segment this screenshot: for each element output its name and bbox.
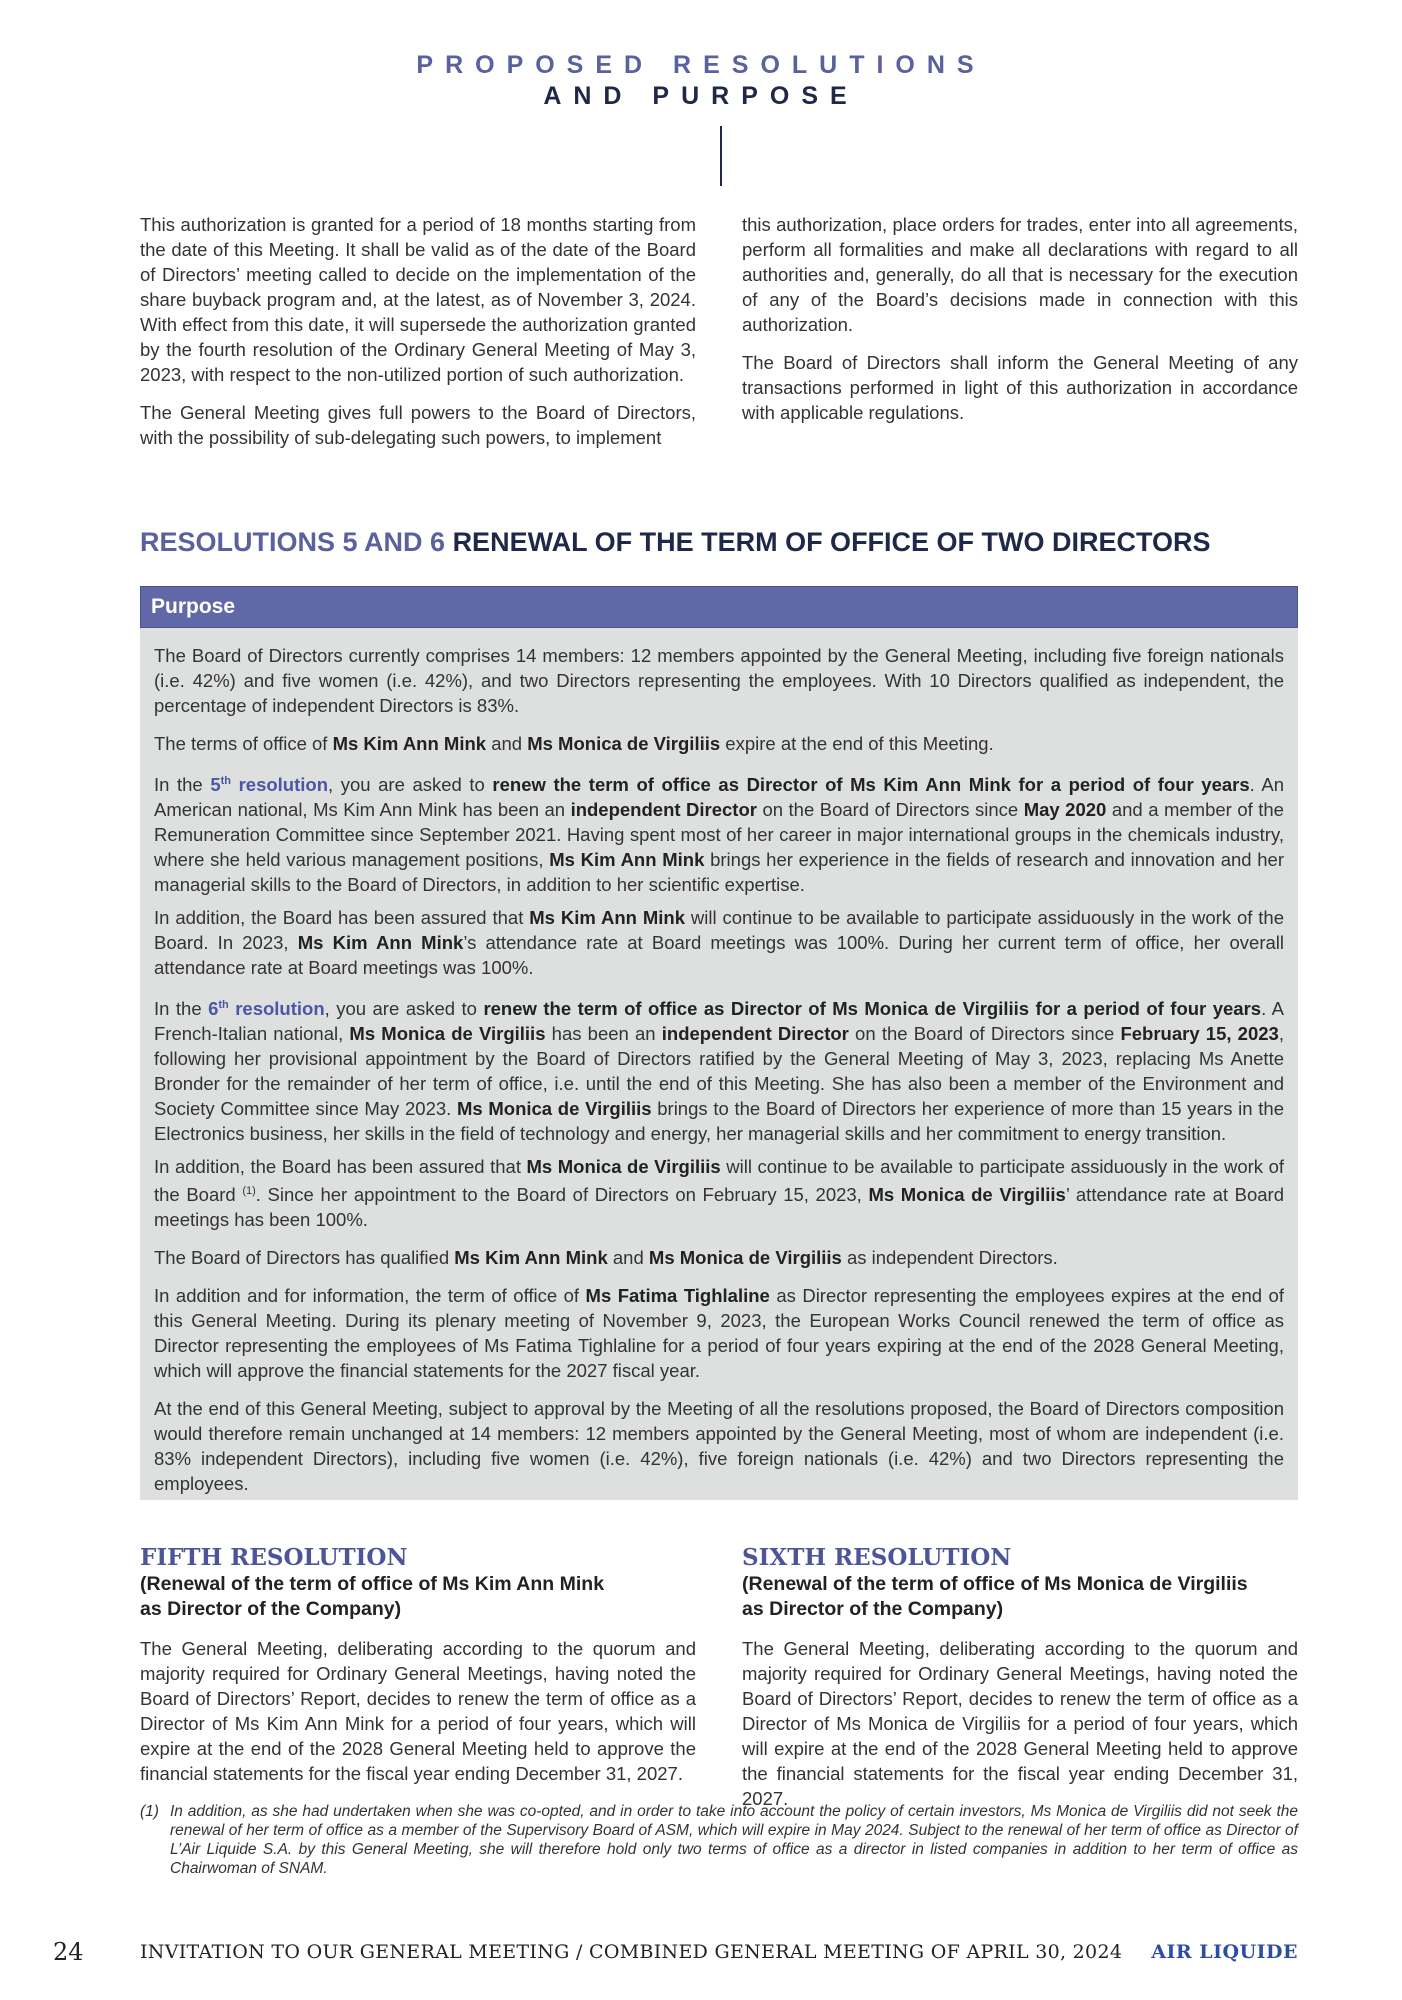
purpose-paragraph-6: In addition, the Board has been assured that Ms Monica de Virgiliis will continue to be available to participate assiduously in the work of the Board $^{(1)}$. Since her appointment to the Board of Directors on February 15, 2023, Ms Monica de Virgiliis’ attendance rate at Board meetings has been 100%. bbox=[154, 1156, 1284, 1231]
fifth-resolution-link[interactable]: 5th resolution bbox=[210, 774, 328, 796]
footnote-number: (1) bbox=[140, 1803, 159, 1820]
purpose-box bbox=[140, 628, 1298, 1500]
intro-right-column bbox=[742, 212, 1298, 438]
footer-text: INVITATION TO OUR GENERAL MEETING / COMBINED GENERAL MEETING OF APRIL 30, 2024 bbox=[140, 1941, 1123, 1963]
footnote-text: In addition, as she had undertaken when she was co-opted, and in order to take into account the policy of certain investors, Ms Monica de Virgiliis did not seek the renewal of her term of office as a member of the Supervisory Board of ASM, which will expire in May 2024. Subject to the renewal of her term of office as Director of L’Air Liquide S.A. by this General Meeting, she will therefore hold only two terms of office as a director in listed companies in addition to her term of office as Chairwoman of SNAM. bbox=[170, 1803, 1298, 1877]
fifth-resolution-subtitle-1: (Renewal of the term of office of Ms Kim Ann Mink bbox=[140, 1573, 605, 1595]
header-line-1: PROPOSED RESOLUTIONS bbox=[416, 51, 986, 79]
name-kim-ann-mink: Ms Kim Ann Mink bbox=[332, 733, 487, 754]
purpose-paragraph-1: The Board of Directors currently comprises 14 members: 12 members appointed by the General Meeting, including five foreign nationals (i.e. 42%) and five women (i.e. 42%), and two Directors representing the employees. With 10 Directors qualified as independent, the percentage of independent Directors is 83%. bbox=[154, 645, 1284, 716]
header-line-2: AND PURPOSE bbox=[543, 82, 859, 110]
sixth-resolution-link[interactable]: 6th resolution bbox=[208, 998, 325, 1020]
purpose-paragraph-5: In the 6th resolution, you are asked to renew the term of office as Director of Ms Monica de Virgiliis for a period of four years. A French-Italian national, Ms Monica de Virgiliis has been an independent Director on the Board of Directors since February 15, 2023, following her provisional appointment by the Board of Directors ratified by the General Meeting of May 3, 2023, replacing Ms Anette Bronder for the remainder of her term of office, i.e. until the end of this Meeting. She has also been a member of the Environment and Society Committee since May 2023. Ms Monica de Virgiliis brings to the Board of Directors her experience of more than 15 years in the Electronics business, her skills in the field of technology and energy, her managerial skills and her commitment to energy transition. bbox=[154, 998, 1284, 1145]
sixth-resolution-subtitle-2: as Director of the Company) bbox=[742, 1598, 1004, 1620]
fifth-resolution-title: FIFTH RESOLUTION bbox=[140, 1544, 408, 1571]
intro-left-column bbox=[140, 212, 696, 463]
sixth-resolution-body: The General Meeting, deliberating according to the quorum and majority required for Ordinary General Meetings, having noted the Board of Directors’ Report, decides to renew the term of office as a Director of Ms Monica de Virgiliis for a period of four years, which will expire at the end of the 2028 General Meeting held to approve the financial statements for the fiscal year ending December 31, 2027. bbox=[742, 1638, 1298, 1809]
purpose-header-bar bbox=[140, 586, 1298, 628]
intro-right-paragraph-2: The Board of Directors shall inform the General Meeting of any transactions performed in light of this authorization in accordance with applicable regulations. bbox=[742, 352, 1298, 423]
footnote bbox=[140, 1802, 1298, 1878]
page-footer bbox=[0, 1938, 1402, 1968]
purpose-paragraph-9: At the end of this General Meeting, subject to approval by the Meeting of all the resolutions proposed, the Board of Directors composition would therefore remain unchanged at 14 members: 12 members appointed by the General Meeting, most of whom are independent (i.e. 83% independent Directors), including five women (i.e. 42%), five foreign nationals (i.e. 42%) and two Directors representing the employees. bbox=[154, 1398, 1284, 1495]
purpose-paragraph-3: In the 5th resolution, you are asked to renew the term of office as Director of Ms Kim Ann Mink for a period of four years. An American national, Ms Kim Ann Mink has been an independent Director on the Board of Directors since May 2020 and a member of the Remuneration Committee since September 2021. Having spent most of her career in major international groups in the chemicals industry, where she held various management positions, Ms Kim Ann Mink brings her experience in the fields of research and innovation and her managerial skills to the Board of Directors, in addition to her scientific expertise. bbox=[154, 774, 1284, 896]
footnote-reference[interactable]: (1) bbox=[242, 1185, 256, 1198]
purpose-paragraph-4: In addition, the Board has been assured that Ms Kim Ann Mink will continue to be available to participate assiduously in the work of the Board. In 2023, Ms Kim Ann Mink’s attendance rate at Board meetings was 100%. During her current term of office, her overall attendance rate at Board meetings was 100%. bbox=[154, 907, 1285, 979]
sixth-resolution-title: SIXTH RESOLUTION bbox=[742, 1544, 1012, 1571]
page-number: 24 bbox=[53, 1938, 84, 1966]
purpose-paragraph-7: The Board of Directors has qualified Ms Kim Ann Mink and Ms Monica de Virgiliis as independent Directors. bbox=[154, 1247, 1058, 1269]
intro-left-paragraph-2: The General Meeting gives full powers to the Board of Directors, with the possibility of sub-delegating such powers, to implement bbox=[140, 402, 696, 448]
fifth-resolution-body: The General Meeting, deliberating according to the quorum and majority required for Ordinary General Meetings, having noted the Board of Directors’ Report, decides to renew the term of office as a Director of Ms Kim Ann Mink for a period of four years, which will expire at the end of the 2028 General Meeting held to approve the financial statements for the fiscal year ending December 31, 2027. bbox=[140, 1638, 696, 1784]
purpose-label: Purpose bbox=[151, 595, 236, 618]
sixth-resolution-heading bbox=[742, 1544, 1298, 1622]
name-monica-de-virgiliis: Ms Monica de Virgiliis bbox=[527, 733, 721, 754]
header-divider bbox=[720, 126, 722, 186]
intro-right-paragraph-1: this authorization, place orders for trades, enter into all agreements, perform all formalities and make all declarations with regard to all authorities and, generally, do all that is necessary for the execution of any of the Board’s decisions made in connection with this authorization. bbox=[742, 214, 1298, 335]
purpose-paragraph-8: In addition and for information, the term of office of Ms Fatima Tighlaline as Director representing the employees expires at the end of this General Meeting. During its plenary meeting of November 9, 2023, the European Works Council renewed the term of office as Director representing the employees of Ms Fatima Tighlaline for a period of four years expiring at the end of the 2028 General Meeting, which will approve the financial statements for the 2027 fiscal year. bbox=[154, 1285, 1284, 1382]
purpose-paragraph-2: The terms of office of Ms Kim Ann Mink and Ms Monica de Virgiliis expire at the end of this Meeting. bbox=[154, 733, 994, 754]
fifth-resolution-subtitle-2: as Director of the Company) bbox=[140, 1598, 402, 1620]
intro-left-paragraph-1: This authorization is granted for a period of 18 months starting from the date of this Meeting. It shall be valid as of the date of the Board of Directors’ meeting called to decide on the implementation of the share buyback program and, at the latest, as of November 3, 2024. With effect from this date, it will supersede the authorization granted by the fourth resolution of the Ordinary General Meeting of May 3, 2023, with respect to the non-utilized portion of such authorization. bbox=[140, 214, 696, 385]
section-title-accent: RESOLUTIONS 5 AND 6 bbox=[140, 527, 446, 557]
sixth-resolution-subtitle-1: (Renewal of the term of office of Ms Monica de Virgiliis bbox=[742, 1573, 1248, 1595]
section-title-rest: RENEWAL OF THE TERM OF OFFICE OF TWO DIRECTORS bbox=[452, 527, 1211, 557]
fifth-resolution-heading bbox=[140, 1544, 696, 1622]
section-title bbox=[140, 527, 1211, 558]
page-header bbox=[0, 50, 1402, 112]
air-liquide-logo: AIR LIQUIDE bbox=[1151, 1941, 1298, 1963]
